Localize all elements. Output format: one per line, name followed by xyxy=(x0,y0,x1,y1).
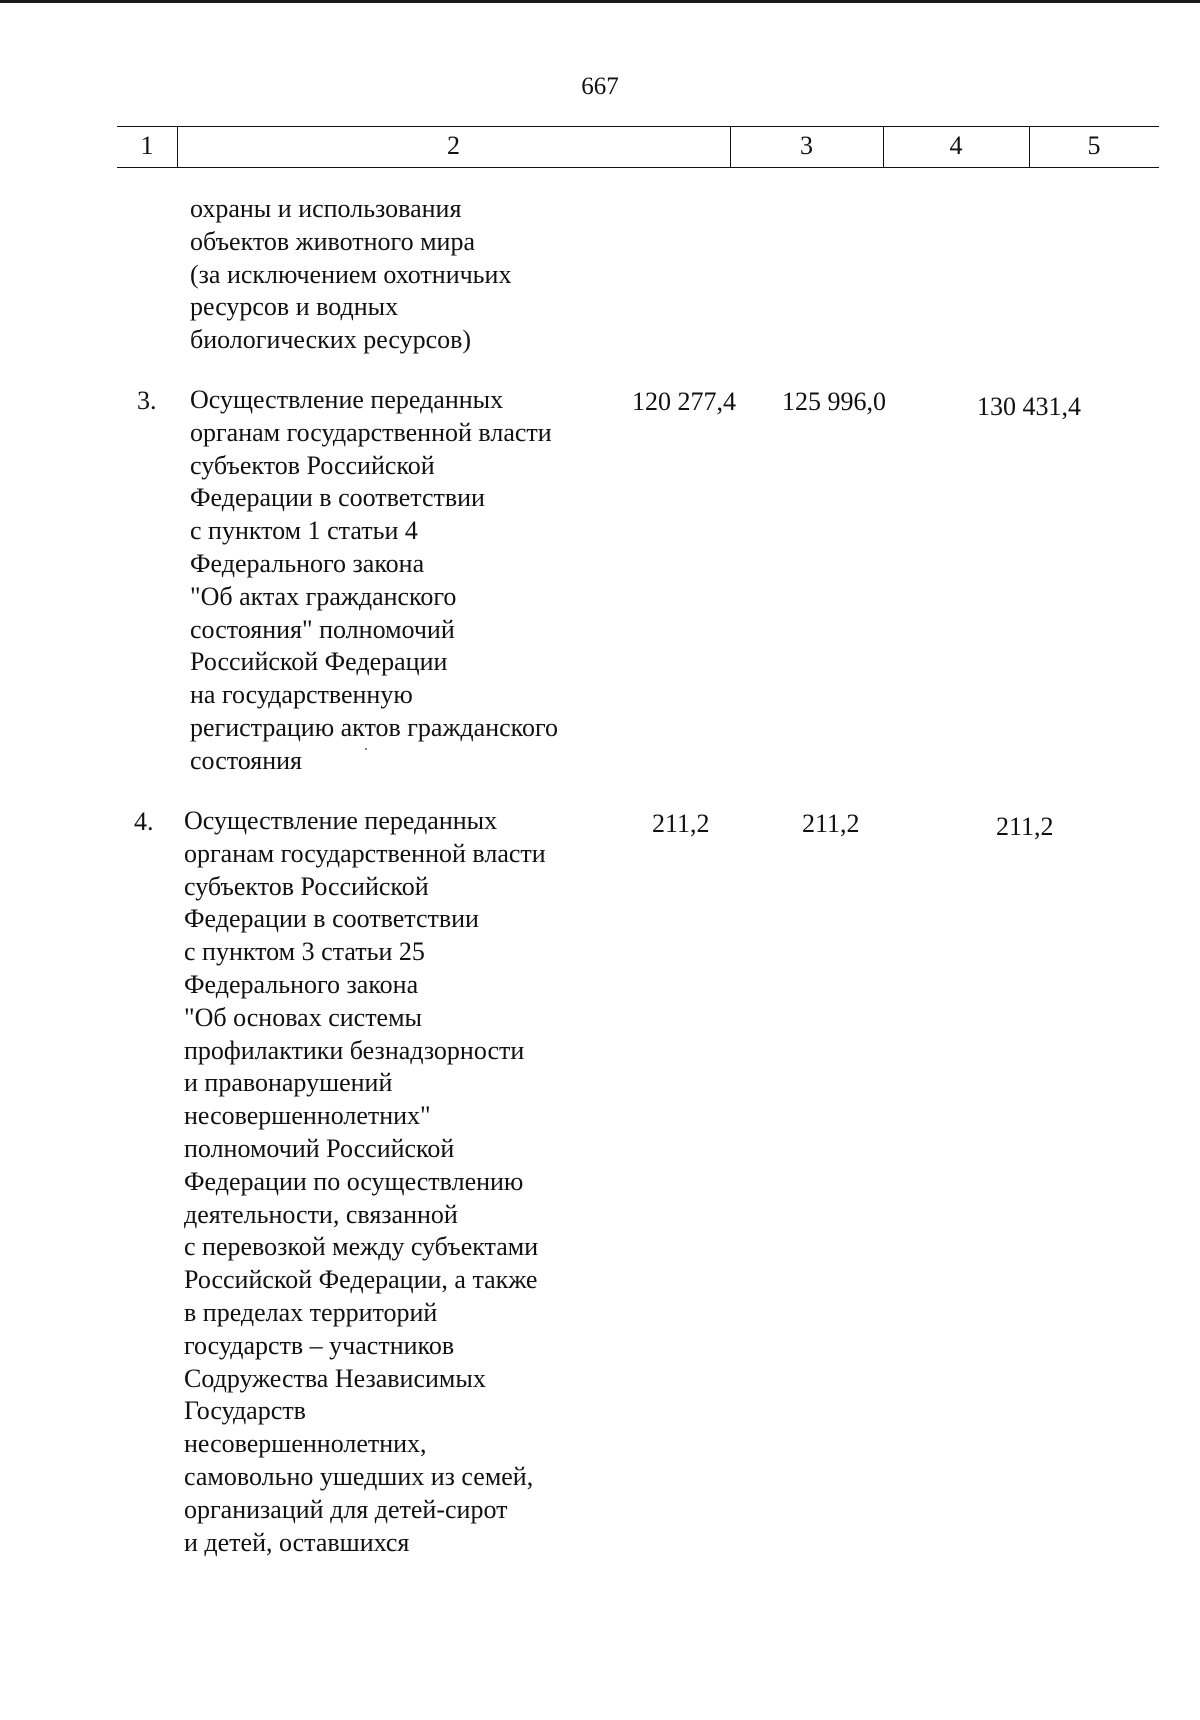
header-col-4: 4 xyxy=(949,131,963,160)
text-line: профилактики безнадзорности xyxy=(184,1035,525,1065)
text-line: объектов животного мира xyxy=(190,226,475,256)
text-line: Федерации в соответствии xyxy=(184,904,479,934)
row-description xyxy=(184,805,546,1559)
scan-speck xyxy=(365,748,367,750)
text-line: "Об основах системы xyxy=(184,1002,423,1032)
text-line: несовершеннолетних, xyxy=(184,1429,427,1459)
text-line: органам государственной власти xyxy=(184,838,546,868)
header-col-5: 5 xyxy=(1087,131,1101,160)
text-line: Федерации в соответствии xyxy=(190,483,485,513)
text-line: Осуществление переданных xyxy=(184,806,498,835)
text-line: субъектов Российской xyxy=(184,871,429,901)
text-line: регистрацию актов гражданского xyxy=(190,712,558,742)
value-col-4: 211,2 xyxy=(802,809,860,838)
value-col-3: 211,2 xyxy=(652,809,710,838)
continuation-text xyxy=(190,193,511,357)
text-line: охраны и использования xyxy=(190,194,462,223)
header-col-3: 3 xyxy=(800,131,813,160)
text-line: Российской Федерации xyxy=(190,647,448,677)
text-line: с пунктом 3 статьи 25 xyxy=(184,937,425,967)
text-line: Содружества Независимых xyxy=(184,1363,486,1393)
text-line: Федерального закона xyxy=(190,548,425,578)
text-line: Федерального закона xyxy=(184,969,419,999)
value-col-4: 125 996,0 xyxy=(782,387,886,416)
text-line: состояния xyxy=(190,745,302,775)
text-line: с перевозкой между субъектами xyxy=(184,1232,539,1262)
text-line: с пунктом 1 статьи 4 xyxy=(190,516,418,546)
text-line: несовершеннолетних" xyxy=(184,1101,431,1131)
text-line: (за исключением охотничьих xyxy=(190,259,512,289)
text-line: Российской Федерации, а также xyxy=(184,1265,538,1295)
text-line: самовольно ушедших из семей, xyxy=(184,1461,534,1491)
value-col-5: 130 431,4 xyxy=(977,392,1081,421)
text-line: в пределах территорий xyxy=(184,1297,438,1327)
text-line: состояния" полномочий xyxy=(190,614,455,644)
header-col-2: 2 xyxy=(447,131,460,160)
table-header xyxy=(117,126,1159,168)
value-col-3: 120 277,4 xyxy=(632,387,736,416)
text-line: Федерации по осуществлению xyxy=(184,1166,524,1196)
value-col-5: 211,2 xyxy=(996,812,1054,841)
text-line: биологических ресурсов) xyxy=(190,325,472,355)
text-line: государств – участников xyxy=(184,1330,455,1360)
text-line: полномочий Российской xyxy=(184,1133,455,1163)
page-number: 667 xyxy=(581,73,619,100)
text-line: Осуществление переданных xyxy=(190,385,504,414)
text-line: "Об актах гражданского xyxy=(190,581,457,611)
text-line: ресурсов и водных xyxy=(190,292,399,322)
scan-edge xyxy=(0,0,1200,3)
text-line: и детей, оставшихся xyxy=(184,1527,410,1557)
text-line: на государственную xyxy=(190,680,413,710)
text-line: и правонарушений xyxy=(184,1068,393,1098)
row-number: 3. xyxy=(137,386,157,415)
text-line: организаций для детей-сирот xyxy=(184,1494,508,1524)
text-line: деятельности, связанной xyxy=(184,1199,458,1229)
row-description xyxy=(190,384,558,778)
text-line: субъектов Российской xyxy=(190,450,435,480)
header-col-1: 1 xyxy=(140,131,154,160)
text-line: органам государственной власти xyxy=(190,417,552,447)
row-number: 4. xyxy=(134,807,154,836)
text-line: Государств xyxy=(184,1396,306,1426)
